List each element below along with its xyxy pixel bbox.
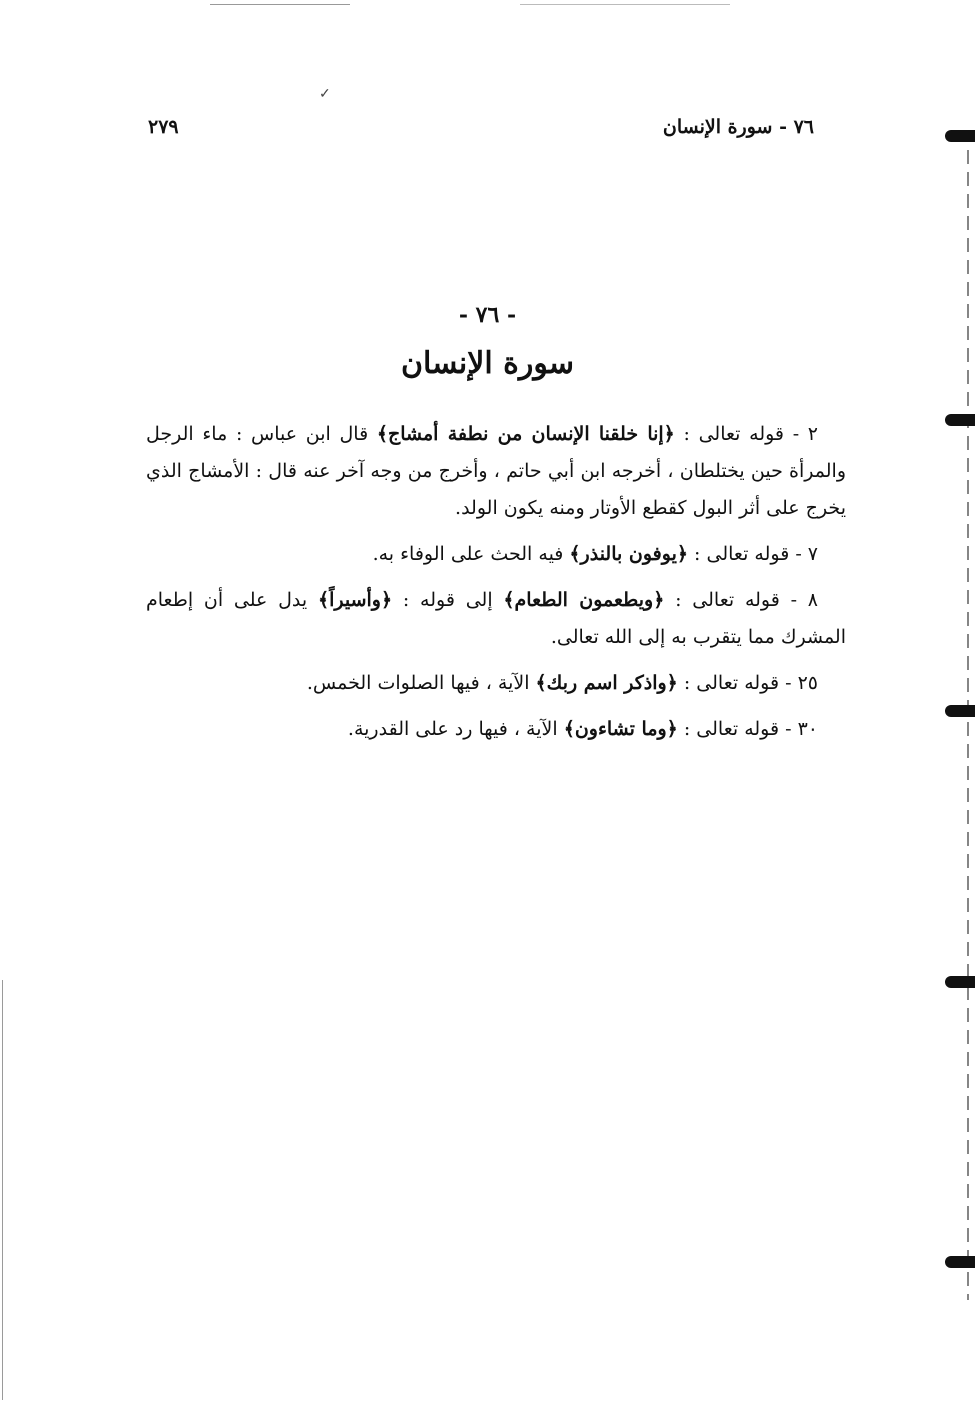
surah-title: سورة الإنسان: [400, 346, 574, 381]
running-header: [148, 116, 814, 150]
entry-text: الآية ، فيها الصلوات الخمس.: [306, 672, 536, 694]
commentary-entry: [146, 711, 846, 748]
scan-edge-tab: [945, 705, 975, 717]
commentary-entry: [146, 582, 846, 656]
page-number: ٢٧٩: [148, 116, 179, 138]
entry-text: قال ابن عباس : ماء الرجل والمرأة حين يختلطان ، أخرجه ابن أبي حاتم ، وأخرج من وجه آخر عنه قال : الأمشاج الذي يخرج على أثر البول كقطع الأوتار ومنه يكون الولد.: [146, 423, 846, 519]
scan-left-edge: [2, 980, 3, 1400]
running-title: ٧٦ - سورة الإنسان: [662, 116, 814, 138]
entry-text: الآية ، فيها رد على القدرية.: [347, 718, 564, 740]
scan-edge-tab: [945, 1256, 975, 1268]
entry-text: يدل على أن إطعام المشرك مما يتقرب به إلى الله تعالى.: [146, 589, 846, 648]
scan-top-rule: [210, 4, 350, 5]
verse-lead: ٧ - قوله تعالى :: [688, 543, 818, 565]
verse-lead: ٢ - قوله تعالى :: [674, 423, 819, 445]
quran-quote: ﴿يوفون بالنذر﴾: [569, 543, 689, 565]
quran-quote: ﴿وما تشاءون﴾: [563, 718, 678, 740]
entry-connector: إلى قوله :: [392, 589, 504, 611]
commentary-entry: [146, 536, 846, 573]
scan-top-rule: [520, 4, 730, 5]
scan-edge-tab: [945, 976, 975, 988]
quran-quote: ﴿واذكر اسم ربك﴾: [535, 672, 678, 694]
quran-quote: ﴿وأسيراً﴾: [317, 589, 393, 611]
commentary-entry: [146, 665, 846, 702]
commentary-body: [146, 416, 846, 757]
quran-quote: ﴿ويطعمون الطعام﴾: [503, 589, 665, 611]
commentary-entry: [146, 416, 846, 527]
verse-lead: ٢٥ - قوله تعالى :: [677, 672, 818, 694]
chapter-number: - ٧٦ -: [458, 302, 517, 328]
quran-quote: ﴿إنا خلقنا الإنسان من نطفة أمشاج﴾: [376, 423, 675, 445]
scan-speck: ✓: [319, 86, 331, 102]
scan-edge-tab: [945, 414, 975, 426]
scan-edge-tab: [945, 130, 975, 142]
verse-lead: ٨ - قوله تعالى :: [664, 589, 819, 611]
entry-text: فيه الحث على الوفاء به.: [372, 543, 570, 565]
verse-lead: ٣٠ - قوله تعالى :: [677, 718, 818, 740]
